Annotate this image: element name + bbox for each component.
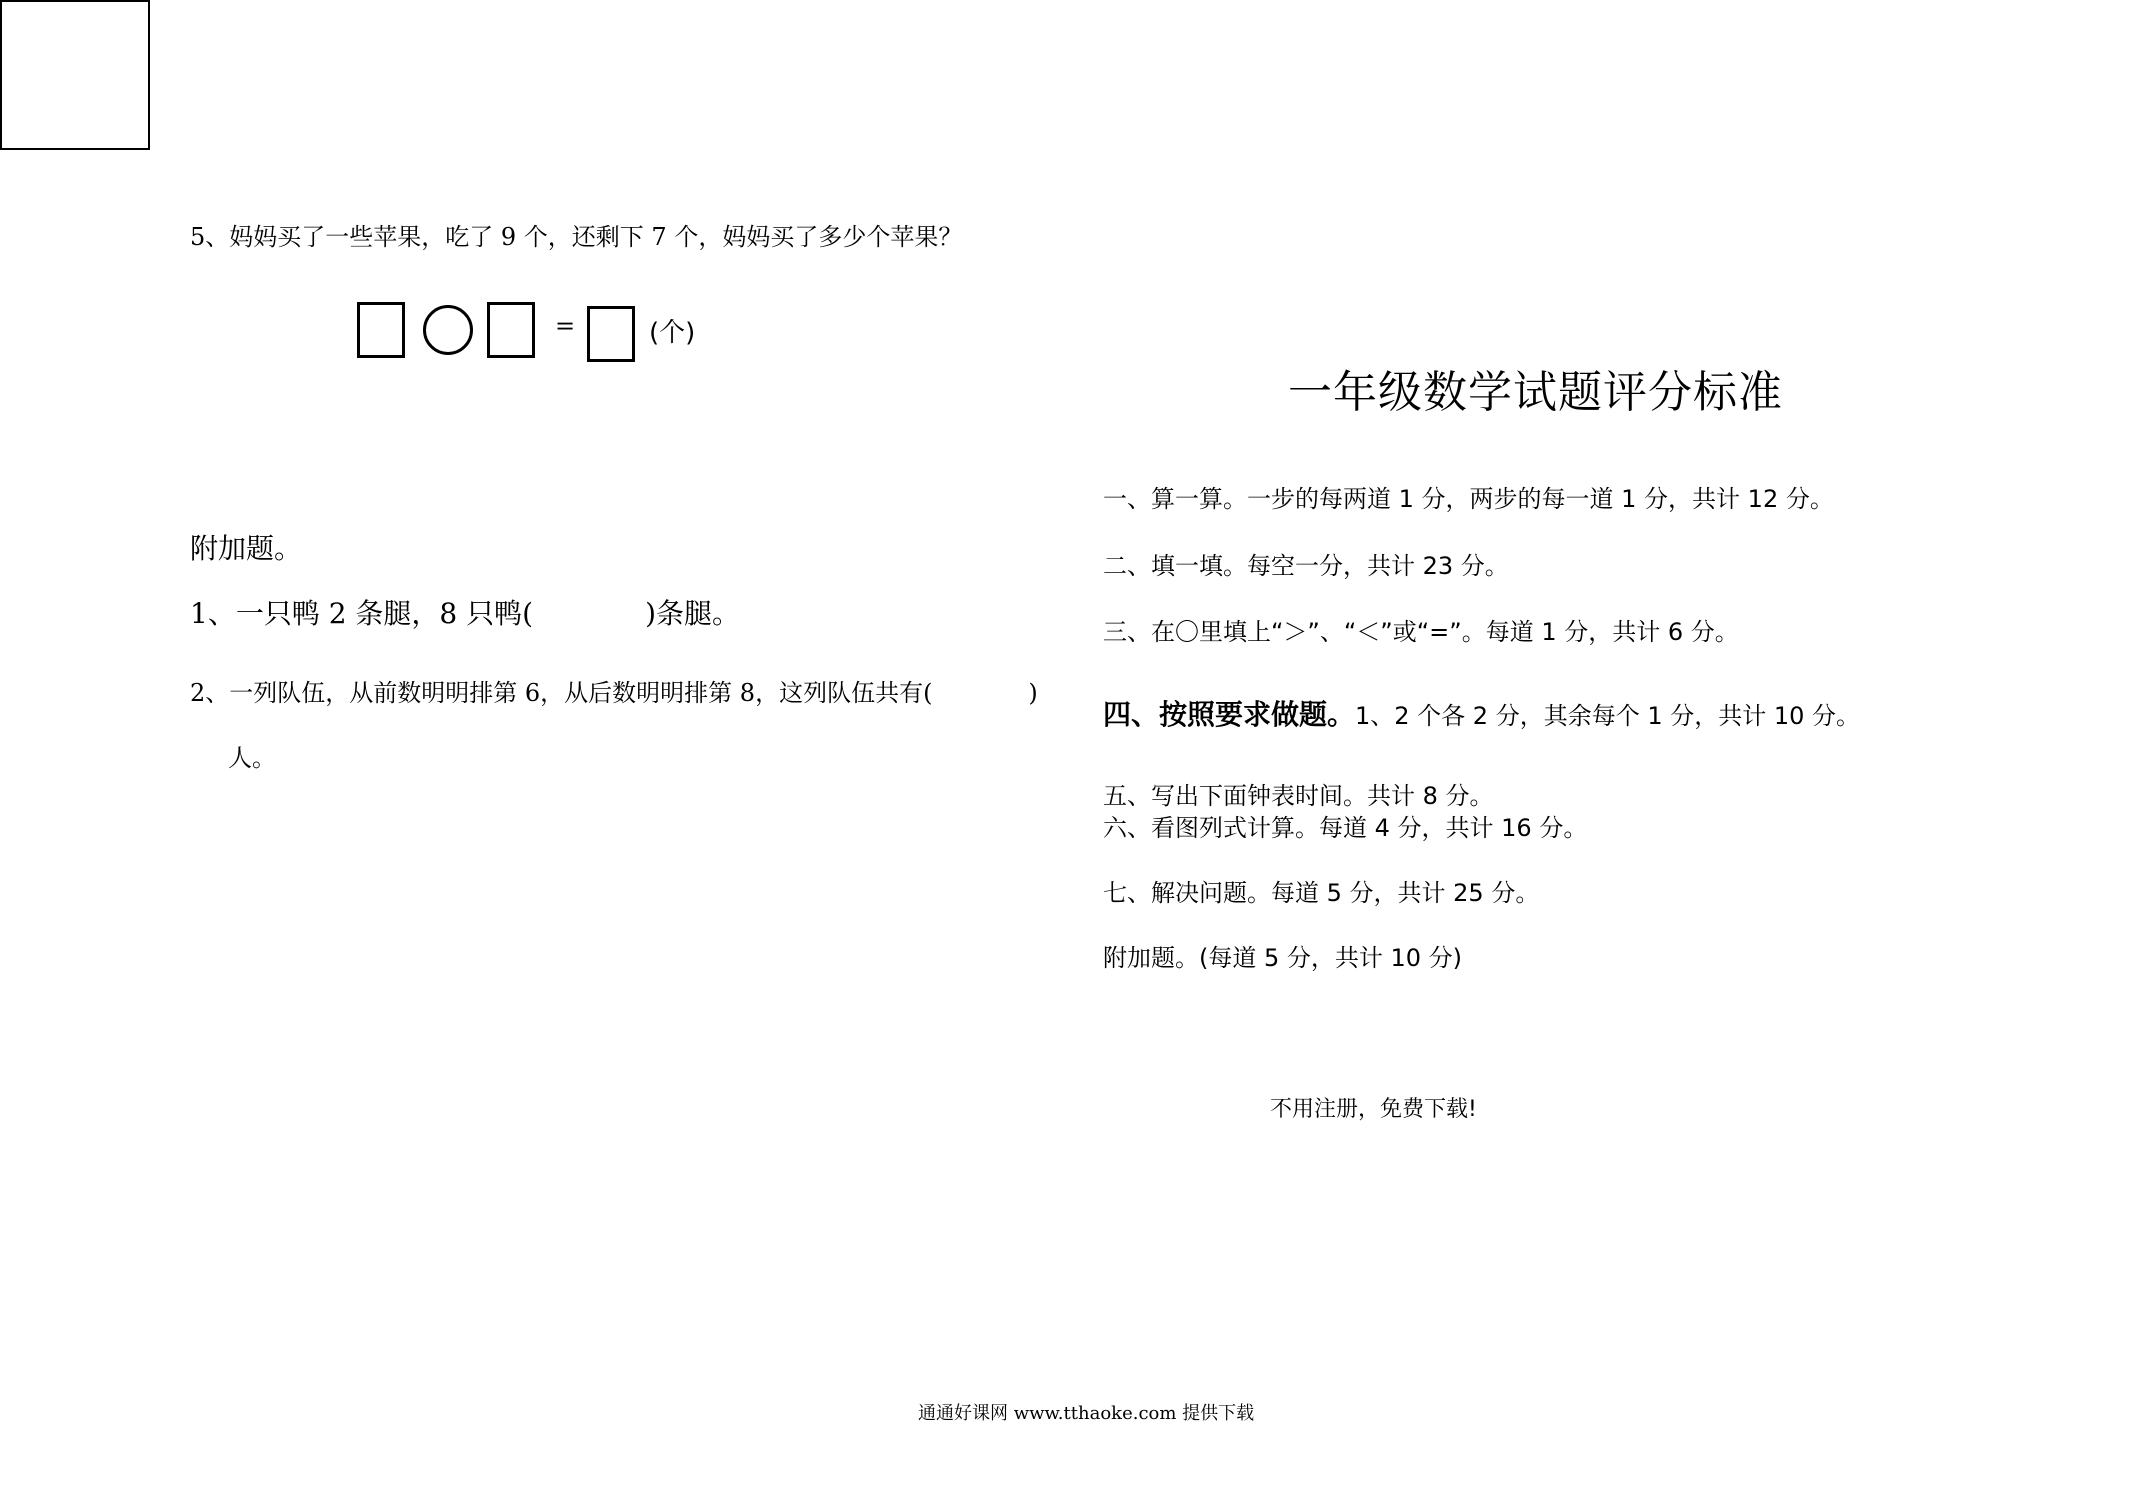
scoring-rule-4	[1103, 693, 1860, 733]
scoring-rule-bonus: 附加题。(每道 5 分，共计 10 分)	[1103, 944, 1463, 972]
scoring-rule-4-text: 1、2 个各 2 分，其余每个 1 分，共计 10 分。	[1355, 702, 1861, 730]
equals-sign: =	[555, 312, 576, 340]
bonus-question-1: 1、一只鸭 2 条腿，8 只鸭( )条腿。	[190, 597, 740, 630]
answer-box	[487, 302, 535, 358]
scoring-rule-2: 二、填一填。每空一分，共计 23 分。	[1103, 552, 1509, 580]
no-register-note: 不用注册，免费下载!	[1270, 1097, 1477, 1122]
answer-box	[587, 306, 635, 362]
unit-label: (个)	[649, 318, 696, 348]
operator-circle	[423, 305, 473, 355]
footer-credit: 通通好课网 www.tthaoke.com 提供下载	[918, 1403, 1255, 1424]
bonus-question-2: 2、一列队伍，从前数明明排第 6，从后数明明排第 8，这列队伍共有( )	[190, 679, 1038, 707]
scoring-title: 一年级数学试题评分标准	[1288, 367, 1783, 418]
answer-box	[357, 302, 405, 358]
scoring-rule-6: 六、看图列式计算。每道 4 分，共计 16 分。	[1103, 814, 1588, 842]
scoring-rule-1: 一、算一算。一步的每两道 1 分，两步的每一道 1 分，共计 12 分。	[1103, 485, 1834, 513]
scoring-rule-5: 五、写出下面钟表时间。共计 8 分。	[1103, 782, 1494, 810]
bonus-question-2-cont: 人。	[228, 744, 276, 772]
scoring-rule-4-lead: 四、按照要求做题。	[1103, 698, 1356, 731]
bonus-title: 附加题。	[190, 532, 303, 565]
corner-box	[0, 0, 150, 150]
question-5: 5、妈妈买了一些苹果，吃了 9 个，还剩下 7 个，妈妈买了多少个苹果？	[190, 223, 963, 251]
scoring-rule-7: 七、解决问题。每道 5 分，共计 25 分。	[1103, 879, 1540, 907]
scoring-rule-3: 三、在〇里填上“＞”、“＜”或“=”。每道 1 分，共计 6 分。	[1103, 618, 1739, 646]
